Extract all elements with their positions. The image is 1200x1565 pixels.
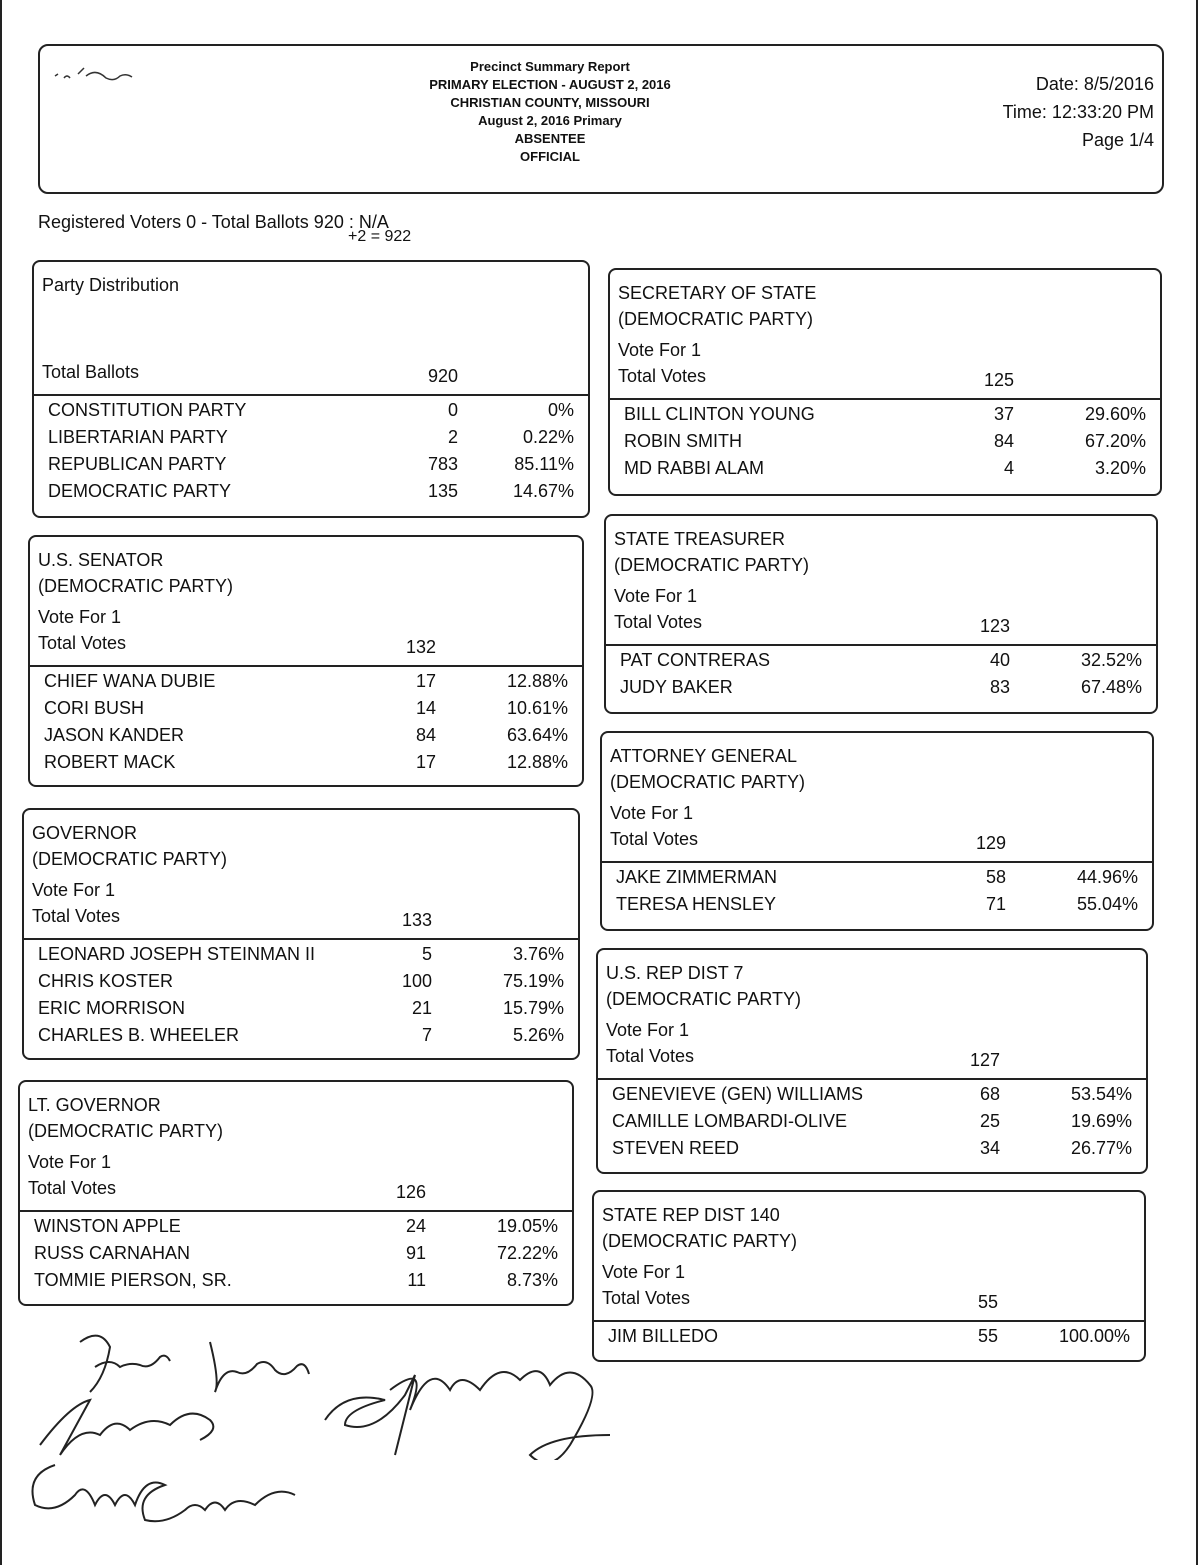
party-name: LIBERTARIAN PARTY [48,427,228,447]
candidate-name: TOMMIE PIERSON, SR. [34,1270,232,1290]
table-row [20,1243,572,1270]
total-votes-value: 123 [979,616,1010,636]
total-votes-label: Total Votes [614,612,703,632]
vote-for-label: Vote For 1 [32,880,116,900]
vote-for-label: Vote For 1 [602,1262,686,1282]
candidate-votes: 40 [989,650,1010,670]
handwritten-total-correction: +2 = 922 [348,228,412,245]
party-percent: 0% [547,400,574,420]
race-party: (DEMOCRATIC PARTY) [28,1121,224,1141]
candidate-percent: 3.76% [512,944,564,964]
candidate-votes: 14 [415,698,436,718]
candidate-name: CAMILLE LOMBARDI-OLIVE [612,1111,848,1131]
race-party: (DEMOCRATIC PARTY) [32,849,228,869]
party-votes: 2 [447,427,458,447]
race-title [32,820,227,872]
candidate-percent: 19.05% [496,1216,558,1236]
candidate-votes: 25 [979,1111,1000,1131]
candidate-votes: 37 [993,404,1014,424]
candidate-votes: 58 [985,867,1006,887]
header-line-report: Precinct Summary Report [470,59,630,74]
candidate-votes: 21 [411,998,432,1018]
candidate-votes: 84 [993,431,1014,451]
party-name: CONSTITUTION PARTY [48,400,247,420]
candidate-votes: 24 [405,1216,426,1236]
candidate-votes: 11 [407,1270,426,1290]
candidate-percent: 55.04% [1076,894,1138,914]
table-row [34,400,588,427]
race-title [610,743,805,795]
page-number: Page 1/4 [1081,130,1154,150]
race-state-rep-dist-140 [592,1190,1146,1362]
table-row [30,725,582,752]
race-office: STATE TREASURER [614,529,786,549]
report-date: Date: 8/5/2016 [1035,74,1154,94]
candidate-name: CORI BUSH [44,698,145,718]
party-distribution-title: Party Distribution [42,275,180,295]
section-divider [34,394,588,396]
candidate-percent: 3.20% [1094,458,1146,478]
table-row [30,752,582,779]
total-votes-label: Total Votes [610,829,699,849]
candidate-name: MD RABBI ALAM [624,458,765,478]
section-divider [598,1078,1146,1080]
table-row [606,650,1156,677]
candidate-name: CHARLES B. WHEELER [38,1025,240,1045]
race-party: (DEMOCRATIC PARTY) [38,576,234,596]
party-rows [34,400,588,508]
signature-4 [15,1445,345,1525]
candidate-percent: 12.88% [506,671,568,691]
candidate-name: RUSS CARNAHAN [34,1243,191,1263]
ballot-summary: Registered Voters 0 - Total Ballots 920 : N/A [38,212,389,232]
total-votes-value: 132 [405,637,436,657]
candidate-rows [610,404,1160,485]
candidate-percent: 44.96% [1076,867,1138,887]
table-row [610,404,1160,431]
race-party: (DEMOCRATIC PARTY) [610,772,806,792]
race-office: STATE REP DIST 140 [602,1205,780,1225]
vote-for-label: Vote For 1 [606,1020,690,1040]
candidate-percent: 67.20% [1084,431,1146,451]
candidate-rows [24,944,578,1052]
race-title [28,1092,223,1144]
candidate-votes: 5 [421,944,432,964]
header-line-primary: August 2, 2016 Primary [478,113,622,128]
race-lt-governor [18,1080,574,1306]
header-scribble-mark [50,56,170,96]
candidate-name: ERIC MORRISON [38,998,186,1018]
candidate-votes: 34 [979,1138,1000,1158]
table-row [598,1138,1146,1165]
candidate-name: JAKE ZIMMERMAN [616,867,778,887]
candidate-name: STEVEN REED [612,1138,740,1158]
section-divider [606,644,1156,646]
party-percent: 0.22% [522,427,574,447]
table-row [598,1111,1146,1138]
vote-for-label: Vote For 1 [614,586,698,606]
candidate-name: ROBERT MACK [44,752,176,772]
section-divider [610,398,1160,400]
total-votes-label: Total Votes [618,366,707,386]
candidate-percent: 63.64% [506,725,568,745]
race-office: GOVERNOR [32,823,138,843]
total-votes-value: 133 [401,910,432,930]
candidate-percent: 67.48% [1080,677,1142,697]
candidate-name: PAT CONTRERAS [620,650,771,670]
total-votes-value: 129 [975,833,1006,853]
candidate-percent: 19.69% [1070,1111,1132,1131]
candidate-name: CHRIS KOSTER [38,971,174,991]
candidate-name: LEONARD JOSEPH STEINMAN II [38,944,316,964]
header-line-official: OFFICIAL [520,149,580,164]
table-row [20,1216,572,1243]
candidate-percent: 5.26% [512,1025,564,1045]
candidate-percent: 75.19% [502,971,564,991]
party-name: REPUBLICAN PARTY [48,454,227,474]
section-divider [30,665,582,667]
candidate-rows [598,1084,1146,1165]
candidate-name: JIM BILLEDO [608,1326,719,1346]
race-office: LT. GOVERNOR [28,1095,161,1115]
total-ballots-label: Total Ballots [42,362,140,382]
candidate-percent: 29.60% [1084,404,1146,424]
candidate-votes: 84 [415,725,436,745]
race-party: (DEMOCRATIC PARTY) [606,989,802,1009]
race-title [614,526,809,578]
section-divider [20,1210,572,1212]
race-us-rep-dist-7 [596,948,1148,1174]
race-secretary-of-state [608,268,1162,496]
race-us-senator [28,535,584,787]
party-percent: 14.67% [512,481,574,501]
report-time: Time: 12:33:20 PM [1002,102,1154,122]
candidate-votes: 100 [401,971,432,991]
signature-3 [320,1350,710,1460]
total-votes-label: Total Votes [606,1046,695,1066]
candidate-name: BILL CLINTON YOUNG [624,404,815,424]
candidate-name: JASON KANDER [44,725,185,745]
candidate-rows [602,867,1152,921]
candidate-votes: 91 [405,1243,426,1263]
total-votes-label: Total Votes [32,906,121,926]
candidate-votes: 17 [415,752,436,772]
race-title [602,1202,797,1254]
total-votes-value: 126 [395,1182,426,1202]
report-header [38,44,1164,194]
race-title [38,547,233,599]
total-votes-value: 55 [977,1292,998,1312]
total-votes-value: 125 [983,370,1014,390]
page-border-left [0,0,2,1565]
party-votes: 135 [427,481,458,501]
race-party: (DEMOCRATIC PARTY) [602,1231,798,1251]
party-votes: 0 [447,400,458,420]
party-percent: 85.11% [514,454,574,474]
candidate-percent: 26.77% [1070,1138,1132,1158]
party-votes: 783 [427,454,458,474]
candidate-name: WINSTON APPLE [34,1216,181,1236]
party-distribution-box [32,260,590,518]
race-party: (DEMOCRATIC PARTY) [614,555,810,575]
candidate-percent: 12.88% [506,752,568,772]
table-row [24,971,578,998]
table-row [602,867,1152,894]
section-divider [594,1320,1144,1322]
table-row [606,677,1156,704]
candidate-percent: 53.54% [1070,1084,1132,1104]
total-votes-label: Total Votes [38,633,127,653]
table-row [602,894,1152,921]
total-votes-label: Total Votes [602,1288,691,1308]
header-line-election: PRIMARY ELECTION - AUGUST 2, 2016 [429,77,671,92]
candidate-name: CHIEF WANA DUBIE [44,671,216,691]
header-line-county: CHRISTIAN COUNTY, MISSOURI [450,95,650,110]
table-row [24,944,578,971]
table-row [34,427,588,454]
candidate-rows [30,671,582,779]
candidate-votes: 71 [985,894,1006,914]
section-divider [602,861,1152,863]
race-office: U.S. SENATOR [38,550,164,570]
header-title-block [340,58,760,166]
candidate-votes: 68 [979,1084,1000,1104]
table-row [24,1025,578,1052]
table-row [34,454,588,481]
table-row [610,431,1160,458]
candidate-percent: 15.79% [502,998,564,1018]
race-state-treasurer [604,514,1158,714]
candidate-percent: 72.22% [496,1243,558,1263]
candidate-name: JUDY BAKER [620,677,733,697]
race-governor [22,808,580,1060]
candidate-votes: 55 [977,1326,998,1346]
race-office: SECRETARY OF STATE [618,283,817,303]
race-attorney-general [600,731,1154,931]
table-row [598,1084,1146,1111]
total-votes-value: 127 [969,1050,1000,1070]
candidate-percent: 32.52% [1080,650,1142,670]
table-row [30,671,582,698]
candidate-rows [606,650,1156,704]
total-votes-label: Total Votes [28,1178,117,1198]
candidate-votes: 4 [1003,458,1014,478]
candidate-name: GENEVIEVE (GEN) WILLIAMS [612,1084,864,1104]
table-row [610,458,1160,485]
total-ballots-value: 920 [427,366,458,386]
candidate-votes: 7 [421,1025,432,1045]
candidate-rows [20,1216,572,1297]
table-row [34,481,588,508]
section-divider [24,938,578,940]
vote-for-label: Vote For 1 [610,803,694,823]
race-office: U.S. REP DIST 7 [606,963,744,983]
candidate-percent: 8.73% [506,1270,558,1290]
race-title [618,280,816,332]
vote-for-label: Vote For 1 [618,340,702,360]
table-row [24,998,578,1025]
candidate-name: ROBIN SMITH [624,431,743,451]
header-line-absentee: ABSENTEE [514,131,586,146]
header-meta [1003,70,1154,154]
candidate-name: TERESA HENSLEY [616,894,777,914]
race-title [606,960,801,1012]
race-party: (DEMOCRATIC PARTY) [618,309,814,329]
race-office: ATTORNEY GENERAL [610,746,798,766]
vote-for-label: Vote For 1 [28,1152,112,1172]
page-border-right [1196,0,1198,1565]
table-row [30,698,582,725]
candidate-votes: 83 [989,677,1010,697]
table-row [20,1270,572,1297]
candidate-rows [594,1326,1144,1353]
candidate-percent: 10.61% [506,698,568,718]
candidate-percent: 100.00% [1058,1326,1130,1346]
table-row [594,1326,1144,1353]
candidate-votes: 17 [415,671,436,691]
party-name: DEMOCRATIC PARTY [48,481,232,501]
vote-for-label: Vote For 1 [38,607,122,627]
